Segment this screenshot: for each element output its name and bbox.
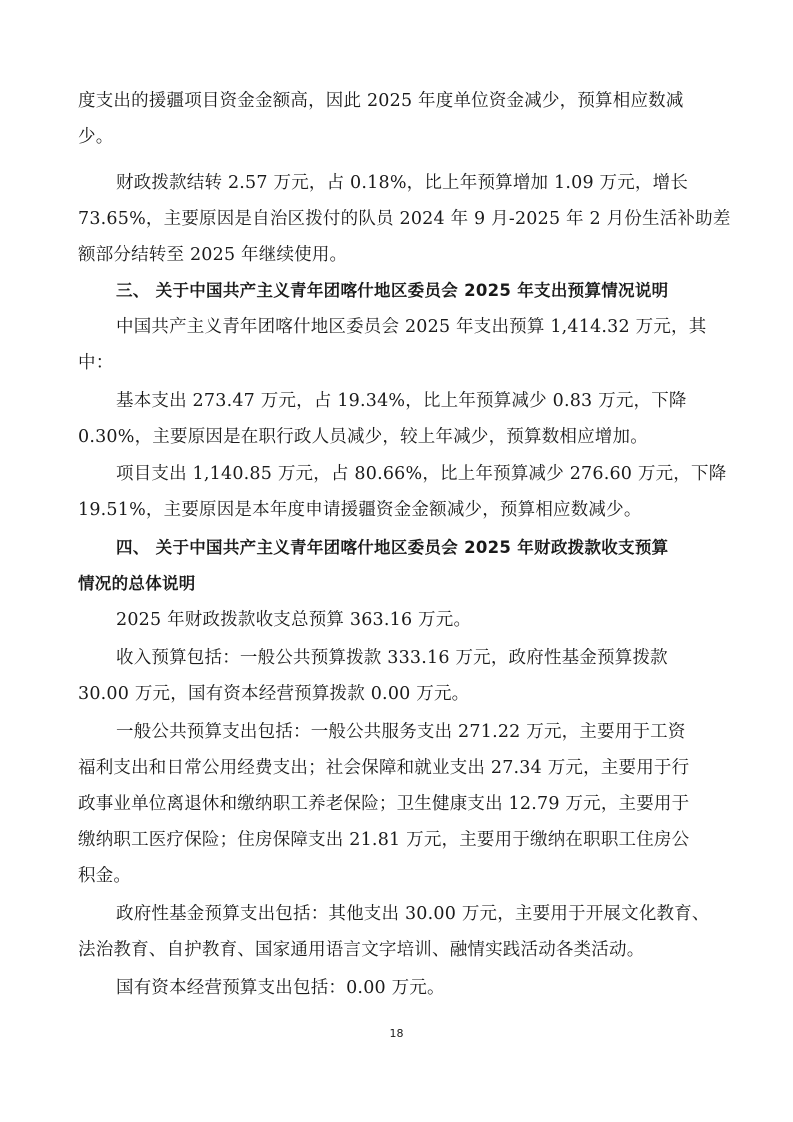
- section-heading-4-continued: 情况的总体说明: [78, 574, 196, 593]
- text-line: 少。: [78, 127, 114, 147]
- text-line: 福利支出和日常公用经费支出；社会保障和就业支出 27.34 万元，主要用于行: [78, 758, 690, 778]
- text-line: 缴纳职工医疗保险；住房保障支出 21.81 万元，主要用于缴纳在职职工住房公: [78, 830, 690, 850]
- text-line: 基本支出 273.47 万元，占 19.34%，比上年预算减少 0.83 万元，下降: [116, 391, 687, 411]
- text-line: 法治教育、自护教育、国家通用语言文字培训、融情实践活动各类活动。: [78, 940, 645, 960]
- text-line: 30.00 万元，国有资本经营预算拨款 0.00 万元。: [78, 684, 470, 704]
- text-line: 0.30%，主要原因是在职行政人员减少，较上年减少，预算数相应增加。: [78, 427, 648, 447]
- section-heading-3: 三、 关于中国共产主义青年团喀什地区委员会 2025 年支出预算情况说明: [116, 281, 669, 300]
- text-line: 政府性基金预算支出包括：其他支出 30.00 万元，主要用于开展文化教育、: [116, 904, 710, 924]
- text-line: 一般公共预算支出包括：一般公共服务支出 271.22 万元，主要用于工资: [116, 722, 686, 742]
- page-number: 18: [389, 1027, 404, 1040]
- text-line: 19.51%，主要原因是本年度申请援疆资金金额减少，预算相应数减少。: [78, 500, 642, 520]
- text-line: 国有资本经营预算支出包括：0.00 万元。: [116, 978, 445, 998]
- text-line: 财政拨款结转 2.57 万元，占 0.18%，比上年预算增加 1.09 万元，增长: [116, 173, 689, 193]
- text-line: 中国共产主义青年团喀什地区委员会 2025 年支出预算 1,414.32 万元，其: [116, 317, 707, 337]
- text-line: 度支出的援疆项目资金金额高，因此 2025 年度单位资金减少，预算相应数减: [78, 91, 684, 111]
- text-line: 积金。: [78, 866, 132, 886]
- text-line: 政事业单位离退休和缴纳职工养老保险；卫生健康支出 12.79 万元，主要用于: [78, 794, 690, 814]
- text-line: 收入预算包括：一般公共预算拨款 333.16 万元，政府性基金预算拨款: [116, 648, 668, 668]
- text-line: 额部分结转至 2025 年继续使用。: [78, 245, 348, 265]
- text-line: 项目支出 1,140.85 万元，占 80.66%，比上年预算减少 276.60 万元，下降: [116, 464, 727, 484]
- text-line: 中：: [78, 353, 114, 373]
- text-line: 2025 年财政拨款收支总预算 363.16 万元。: [116, 610, 472, 630]
- section-heading-4: 四、 关于中国共产主义青年团喀什地区委员会 2025 年财政拨款收支预算: [116, 538, 669, 557]
- text-line: 73.65%，主要原因是自治区拨付的队员 2024 年 9 月-2025 年 2 月份生活补助差: [78, 209, 731, 229]
